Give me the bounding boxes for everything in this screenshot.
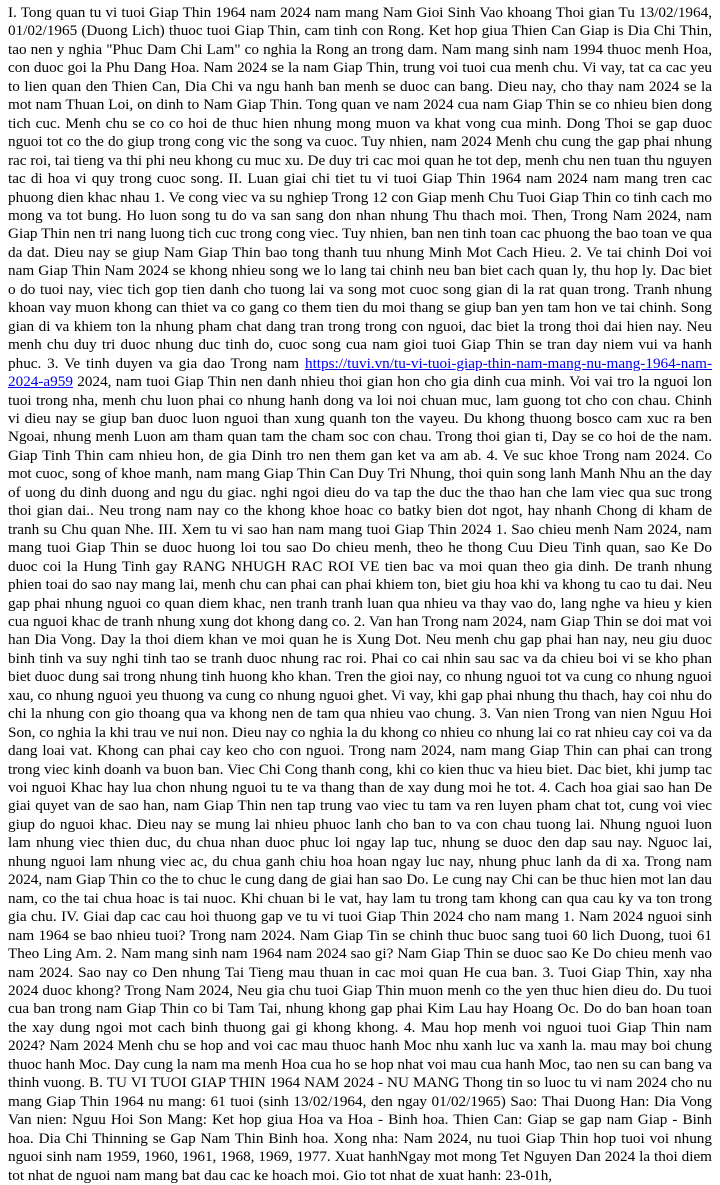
tuvi-article-link[interactable]: https://tuvi.vn/tu-vi-tuoi-giap-thin-nam-mang-nu-mang-1964-nam-2024-a959 xyxy=(8,354,712,391)
article-body xyxy=(8,4,712,1184)
article-text-after-link: 2024, nam tuoi Giap Thin nen danh nhieu thoi gian hon cho gia dinh cua minh. Voi vai tro la nguoi lon tuoi trong nha, menh chu luon phai co nhung hanh dong va loi noi chuan muc, lam guong tot cho con chau. Chinh vi dieu nay se giup ban duoc luon nguoi than xung quanh ton the vayeu. Du khong thuong bosco cam xuc ra ben Ngoai, nhung menh Luon am tham quan tam the cham soc con chau. Trong thoi gian ti, Day se co hoi de the nam. Giap Tinh Thin cam nhieu hon, de gia Dinh tro nen them gan ket va am ab. 4. Ve suc khoe Trong nam 2024. Co mot cuoc, song of khoe manh, nam mang Giap Thin Can Duy Tri Nhung, thoi quin song lanh Manh Nhu an the day of uong du dinh duong and ngu du giac. nghi ngoi dieu do va tap the duc the thao han che lam viec qua suc trong thoi gian dai.. Neu trong nam nay co the khong khoe hoac co batky bien dot ngot, hay nhanh Chong di kham de tranh su Chu quan Nhe. III. Xem tu vi sao han nam mang tuoi Giap Thin 2024 1. Sao chieu menh Nam 2024, nam mang tuoi Giap Thin se duoc huong loi tou sao Do chieu menh, theo he thong Cuu Dieu Tinh quan, sao Ke Do duoc coi la Hung Tinh gay RANG NHUGH RAC ROI VE tien bac va moi quan theo gia dinh. De tranh nhung phien toai do sao nay mang lai, menh chu can phai can phai khiem ton, biet giu hoa khi va khong tu cao tu dai. Neu gap phai nhung nguoi co quan diem khac, nen tranh tranh luan qua nhieu va thay vao do, lang nghe va hieu y kien cua nguoi khac de tranh nhung xung dot khong dang co. 2. Van han Trong nam 2024, nam Giap Thin se doi mat voi han Dia Vong. Day la thoi diem khan ve moi quan he is Xung Dot. Neu menh chu gap phai han nay, neu giu duoc binh tinh va suy nghi tinh tao se tranh duoc nhung rac roi. Phai co cai nhin sau sac va da chieu boi vi se kho phan biet duoc dung sai trong nhung tinh huong kho khan. Tren the gioi nay, co nhung nguoi tot va cung co nhung nguoi xau, co nhung nguoi yeu thuong va cung co nhung nguoi ghet. Vi vay, khi gap phai nhung thu thach, hay coi nhu do chi la nhung con gio thoang qua va khong nen de tam qua nhieu vao chung. 3. Van nien Trong van nien Nguu Hoi Son, co nghia la khi trau ve nui non. Dieu nay co nghia la du khong co nhieu co nhung lai co rat nhieu cay coi va da dang loai vat. Khong can phai cay keo cho con nguoi. Trong nam 2024, nam mang Giap Thin can phai can trong trong viec kinh doanh va buon ban. Viec Chi Cong thanh cong, khi co kien thuc va hieu biet. Dac biet, khi jump tac voi nguoi Khac hay lua chon nhung nguoi tu te va thang than de xay dung moi he tot. 4. Cach hoa giai sao han De giai quyet van de sao han, nam Giap Thin nen tap trung vao viec tu tam va ren luyen pham chat tot, cung voi viec giup do nguoi khac. Dieu nay se mung lai nhieu phuoc lanh cho ban to va con chau tuong lai. Nhung nguoi luon lam nhung viec thien duc, du chua nhan duoc phuc loi ngay lap tuc, nhung se duoc den dap sau nay. Nguoc lai, nhung nguoi lam nhung viec ac, du chua ganh chiu hoa hoan ngay luc nay, nhung phuc lanh da di xa. Trong nam 2024, nam Giap Thin co the to chuc le cung dang de giai han sao Do. Le cung nay Chi can be thuc hien mot lan dau nam, co the tai chua hoac is tai nuoc. Khi chuan bi le vat, hay lam tu trong tam khong can qua cau ky va ton trong gia chu. IV. Giai dap cac cau hoi thuong gap ve tu vi tuoi Giap Thin 2024 cho nam mang 1. Nam 2024 nguoi sinh nam 1964 se bao nhieu tuoi? Trong nam 2024. Nam Giap Tin se chinh thuc buoc sang tuoi 60 lich Duong, tuoi 61 Theo Ling Am. 2. Nam mang sinh nam 1964 nam 2024 sao gi? Nam Giap Thin se duoc sao Ke Do chieu menh vao nam 2024. Sao nay co Den nhung Tai Tieng mau thuan in cac moi quan He cua ban. 3. Tuoi Giap Thin, xay nha 2024 duoc khong? Trong Nam 2024, Neu gia chu tuoi Giap Thin muon menh co the yen thuc hien dieu do. Du tuoi cua ban trong nam Giap Thin co bi Tam Tai, nhung khong gap phai Kim Lau hay Hoang Oc. Do do ban hoan toan the xay dung ngoi mot cach binh thuong gai gi khong khong. 4. Mau hop menh voi nguoi tuoi Giap Thin nam 2024? Nam 2024 Menh chu se hop and voi cac mau thuoc hanh Moc nhu xanh luc va xanh la. mau may boi chung thuoc hanh Moc. Day cung la nam ma menh Hoa cua ho se hop nhat voi mau cua hanh Moc, tao nen su can bang va thinh vuong. B. TU VI TUOI GIAP THIN 1964 NAM 2024 - NU MANG Thong tin so luoc tu vi nam 2024 cho nu mang Giap Thin 1964 nu mang: 61 tuoi (sinh 13/02/1964, den ngay 01/02/1965) Sao: Thai Duong Han: Dia Vong Van nien: Nguu Hoi Son Mang: Ket hop giua Hoa va Hoa - Binh hoa. Thien Can: Giap se gap nam Giap - Binh hoa. Dia Chi Thinning se Gap Nam Thin Binh hoa. Xong nha: Nam 2024, nu tuoi Giap Thin hop tuoi voi nhung nguoi sinh nam 1959, 1960, 1961, 1968, 1969, 1977. Xuat hanhNgay mot mong Tet Nguyen Dan 2024 la thoi diem tot nhat de nguoi nam mang bat dau cac ke hoach moi. Gio tot nhat de xuat hanh: 23-01h, xyxy=(8,373,712,1184)
article-text-before-link: I. Tong quan tu vi tuoi Giap Thin 1964 nam 2024 nam mang Nam Gioi Sinh Vao khoang Thoi gian Tu 13/02/1964, 01/02/1965 (Duong Lich) thuoc tuoi Giap Thin, cam tinh con Rong. Ket hop giua Thien Can Giap is Dia Chi Thin, tao nen y nghia "Phuc Dam Chi Lam" co nghia la Rong an trong dam. Nam mang sinh nam 1994 thuoc menh Hoa, con duoc goi la Phu Dang Hoa. Nam 2024 se la nam Giap Thin, trung voi tuoi cua menh chu. Vi vay, tat ca cac yeu to lien quan den Thien Can, Dia Chi va ngu hanh ban menh se duoc can bang. Dieu nay, cho thay nam 2024 se la mot nam Thuan Loi, on dinh to Nam Giap Thin. Tong quan ve nam 2024 cua nam Giap Thin se co nhieu bien dong tich cuc. Menh chu se co co hoi de thuc hien nhung mong muon va khat vong cua minh. Dong Thoi se gap duoc nguoi tot co the do giup trong cong vic the song va cuoc. Tuy nhien, nam 2024 Menh chu cung the gap phai nhung rac roi, tai tieng va thi phi neu khong cu muc xu. De duy tri cac moi quan he tot dep, menh chu nen tuan thu nguyen tac di hoa vi quy trong cuoc song. II. Luan giai chi tiet tu vi tuoi Giap Thin 1964 nam 2024 nam mang tren cac phuong dien khac nhau 1. Ve cong viec va su nghiep Trong 12 con Giap menh Chu Tuoi Giap Thin co tinh cach mo mong va tot bung. Ho luon song tu do va san sang don nhan nhung Thu thach moi. Then, Trong Nam 2024, nam Giap Thin nen tri nang luong tich cuc trong cong viec. Tuy nhien, ban nen tinh toan cac phuong the bao toan ve qua da dat. Dieu nay se giup Nam Giap Thin bao tong thanh tuu nhung Minh Mot Cach Hieu. 2. Ve tai chinh Doi voi nam Giap Thin Nam 2024 se khong nhieu song we lo lang tai chinh neu ban biet cach quan ly, thu hop ly. Dac biet o do tuoi nay, viec tich gop tien danh cho tuong lai va song mot cuoc song gian di la rat quan trong. Tranh nhung khoan vay muon khong can thiet va co gang co them tien du moi thang se giup ban yen tam hon ve tai chinh. Song gian di va khiem ton la nhung pham chat dang tran trong trong con nguoi, dac biet la trong thoi dai hien nay. Neu menh chu duy tri duoc nhung duc tinh do, cuoc song cua nam gioi tuoi Giap Thin se tran day niem vui va hanh phuc. 3. Ve tinh duyen va gia dao Trong nam xyxy=(8,4,712,372)
